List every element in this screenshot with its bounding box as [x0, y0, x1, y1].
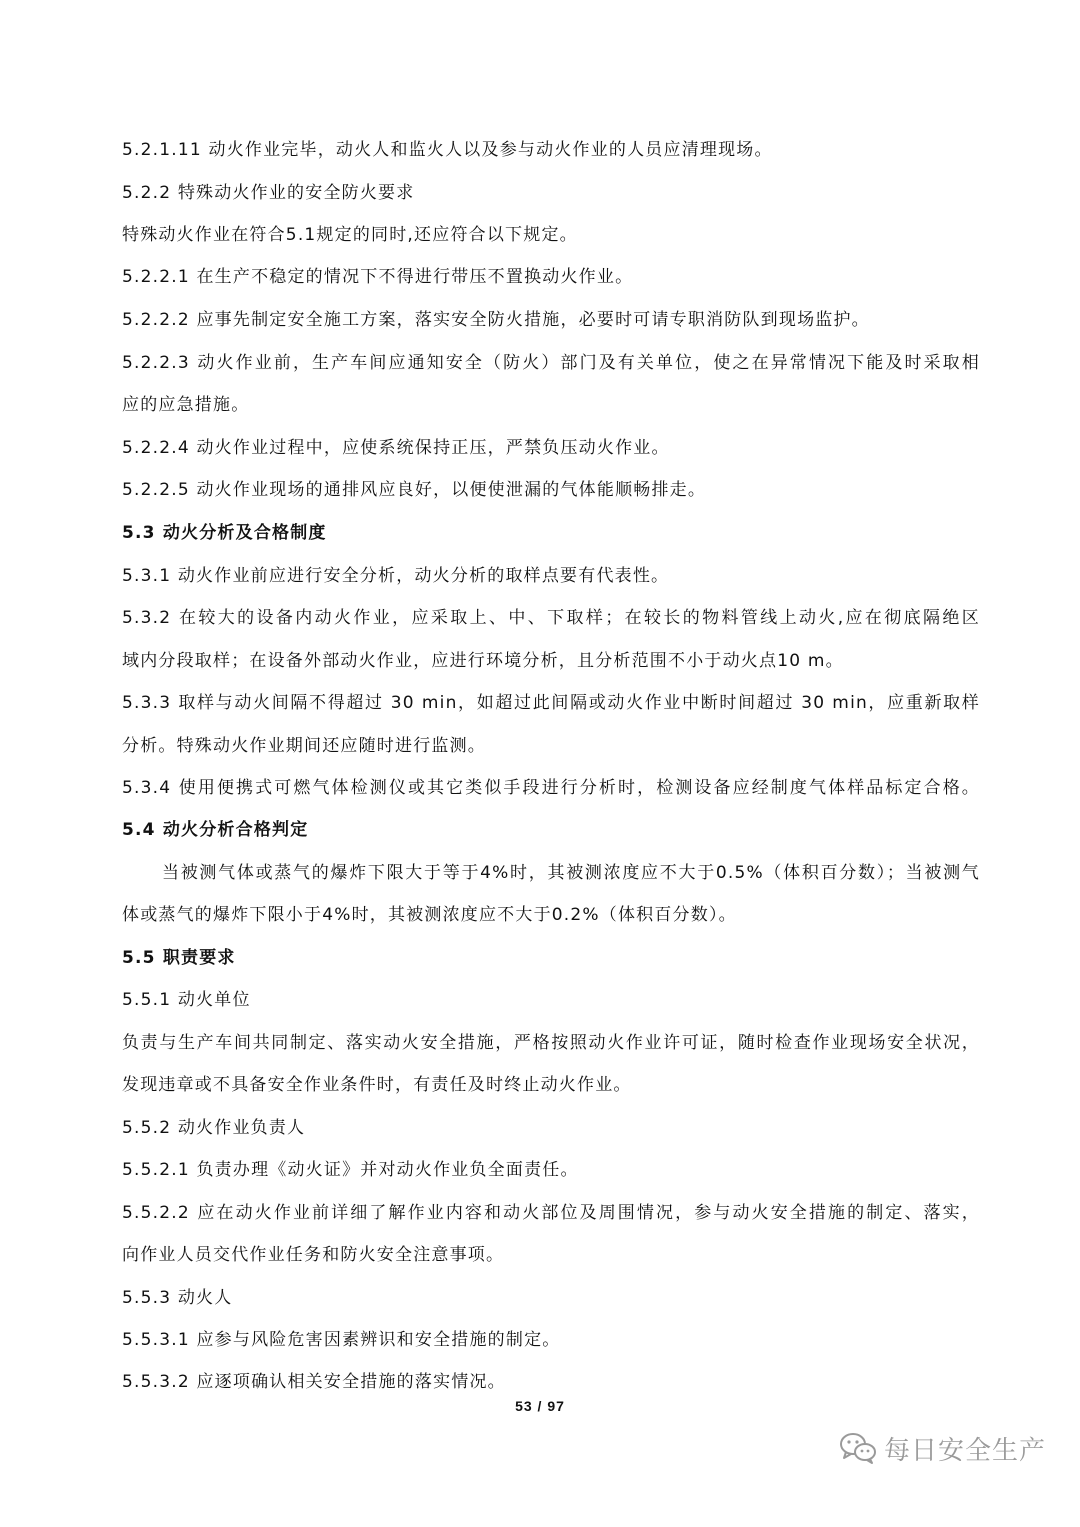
paragraph-special-hot-work-intro: 特殊动火作业在符合5.1规定的同时,还应符合以下规定。	[122, 225, 578, 245]
clause-5-3-4: 5.3.4 使用便携式可燃气体检测仪或其它类似手段进行分析时，检测设备应经制度气体样品标定合格。	[122, 778, 980, 798]
clause-5-5-3-2: 5.5.3.2 应逐项确认相关安全措施的落实情况。	[122, 1372, 506, 1392]
heading-5-5-1: 5.5.1 动火单位	[122, 990, 251, 1010]
paragraph-5-5-1-line-2: 发现违章或不具备安全作业条件时，有责任及时终止动火作业。	[122, 1075, 632, 1095]
section-heading-5-3: 5.3 动火分析及合格制度	[122, 523, 327, 543]
wechat-icon	[838, 1431, 878, 1465]
clause-5-2-2-2: 5.2.2.2 应事先制定安全施工方案，落实安全防火措施，必要时可请专职消防队到现场监护。	[122, 310, 870, 330]
watermark	[838, 1428, 1068, 1468]
clause-5-5-2-1: 5.5.2.1 负责办理《动火证》并对动火作业负全面责任。	[122, 1160, 579, 1180]
watermark-text: 每日安全生产	[884, 1435, 1047, 1466]
clause-5-3-2-line-2: 域内分段取样；在设备外部动火作业，应进行环境分析，且分析范围不小于动火点10 m。	[122, 651, 844, 671]
clause-5-3-3-line-2: 分析。特殊动火作业期间还应随时进行监测。	[122, 736, 486, 756]
clause-5-2-2-5: 5.2.2.5 动火作业现场的通排风应良好，以便使泄漏的气体能顺畅排走。	[122, 480, 707, 500]
heading-5-5-2: 5.5.2 动火作业负责人	[122, 1118, 306, 1138]
section-heading-5-5: 5.5 职责要求	[122, 948, 236, 968]
clause-5-2-2-1: 5.2.2.1 在生产不稳定的情况下不得进行带压不置换动火作业。	[122, 267, 634, 287]
clause-5-2-2-3-line-2: 应的应急措施。	[122, 395, 250, 415]
heading-5-5-3: 5.5.3 动火人	[122, 1288, 233, 1308]
paragraph-5-5-1-line-1: 负责与生产车间共同制定、落实动火安全措施，严格按照动火作业许可证，随时检查作业现场安全状况，	[122, 1033, 980, 1053]
clause-5-2-2-3-line-1: 5.2.2.3 动火作业前，生产车间应通知安全（防火）部门及有关单位，使之在异常情况下能及时采取相	[122, 353, 980, 373]
clause-5-5-3-1: 5.5.3.1 应参与风险危害因素辨识和安全措施的制定。	[122, 1330, 561, 1350]
clause-5-5-2-2-line-2: 向作业人员交代作业任务和防火安全注意事项。	[122, 1245, 505, 1265]
clause-5-5-2-2-line-1: 5.5.2.2 应在动火作业前详细了解作业内容和动火部位及周围情况，参与动火安全措施的制定、落实，	[122, 1203, 980, 1223]
section-heading-5-4: 5.4 动火分析合格判定	[122, 820, 309, 840]
heading-5-2-2: 5.2.2 特殊动火作业的安全防火要求	[122, 183, 415, 203]
clause-5-2-2-4: 5.2.2.4 动火作业过程中，应使系统保持正压，严禁负压动火作业。	[122, 438, 670, 458]
clause-5-3-3-line-1: 5.3.3 取样与动火间隔不得超过 30 min，如超过此间隔或动火作业中断时间超过 30 min，应重新取样	[122, 693, 980, 713]
paragraph-5-4-line-2: 体或蒸气的爆炸下限小于4%时，其被测浓度应不大于0.2%（体积百分数）。	[122, 905, 737, 925]
clause-5-3-1: 5.3.1 动火作业前应进行安全分析，动火分析的取样点要有代表性。	[122, 566, 670, 586]
clause-5-2-1-11: 5.2.1.11 动火作业完毕，动火人和监火人以及参与动火作业的人员应清理现场。	[122, 140, 773, 160]
page-number: 53 / 97	[515, 1398, 565, 1414]
paragraph-5-4-line-1: 当被测气体或蒸气的爆炸下限大于等于4%时，其被测浓度应不大于0.5%（体积百分数）；当被测气	[162, 863, 980, 883]
clause-5-3-2-line-1: 5.3.2 在较大的设备内动火作业，应采取上、中、下取样；在较长的物料管线上动火,应在彻底隔绝区	[122, 608, 980, 628]
